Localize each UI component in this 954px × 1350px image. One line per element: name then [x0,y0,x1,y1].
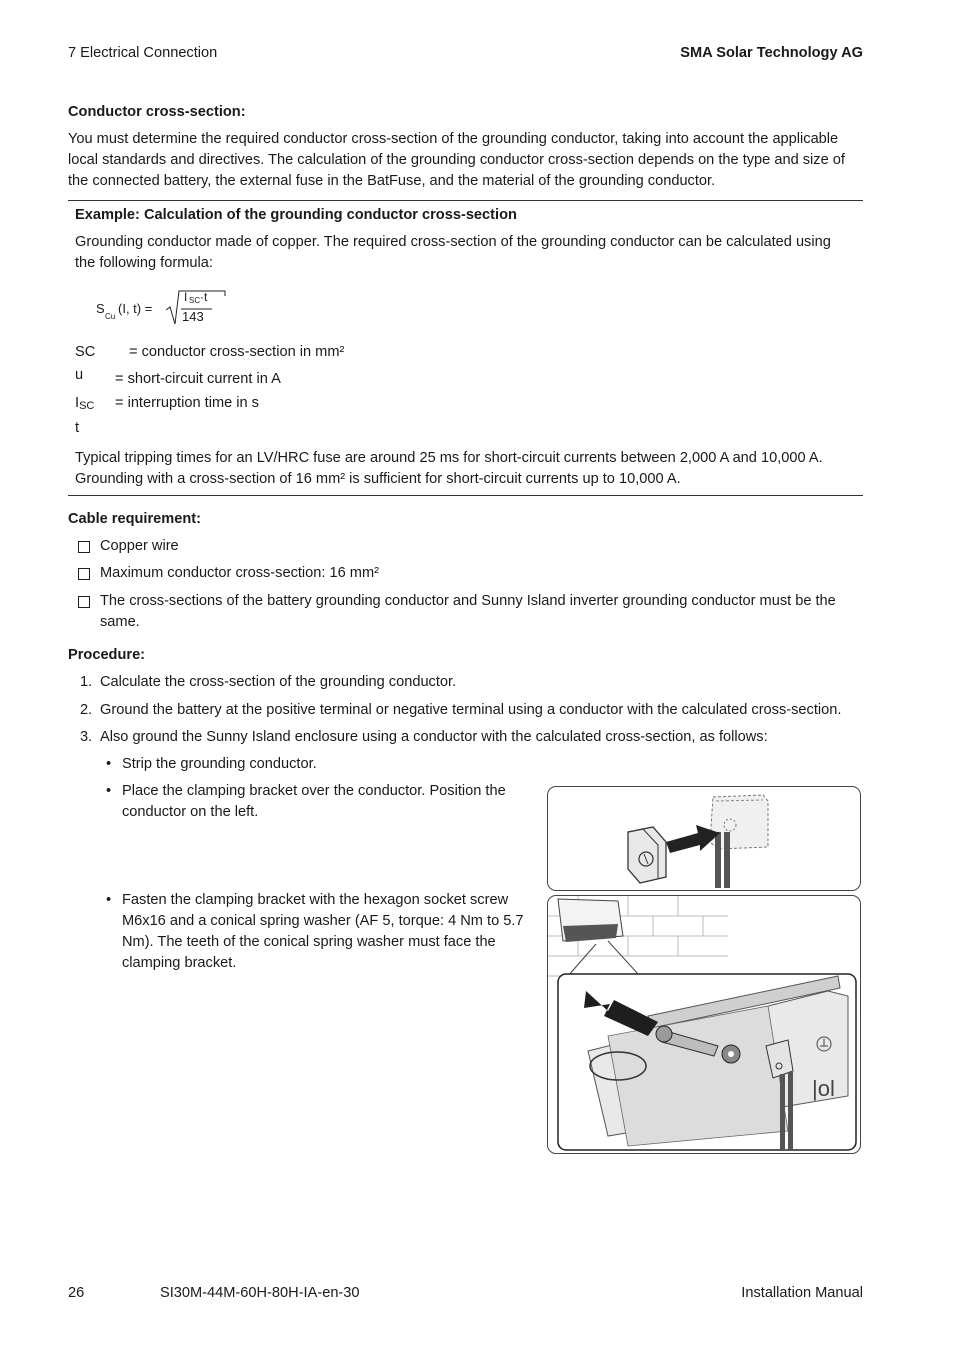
section-body-conductor [68,129,868,192]
legend-symbol [75,393,101,415]
body-line: the connected battery, the external fuse in the BatFuse, and the material of the grounding conductor. [68,173,716,189]
example-bottom-rule [68,495,863,496]
procedure-step [80,700,870,721]
step-text: Calculate the cross-section of the grounding conductor. [100,674,457,690]
substep-bullet [106,754,536,775]
example-top-rule [68,200,863,201]
example-heading: Example: Calculation of the grounding conductor cross-section [75,207,517,223]
legend-text: = interruption time in s [115,395,259,411]
body-line: the following formula: [75,255,213,271]
substep-bullet [106,890,536,974]
bullet-text: Strip the grounding conductor. [122,756,317,772]
step-text: Also ground the Sunny Island enclosure using a conductor with the calculated cross-section, as follows: [100,729,768,745]
formula-numerator: I [184,290,188,304]
body-line: Grounding conductor made of copper. The required cross-section of the grounding conductor can be calculated using [75,234,831,250]
checklist-line: same. [100,614,140,630]
section-heading-cable: Cable requirement: [68,511,201,527]
formula-denominator: 143 [182,309,204,324]
formula-numerator-tail: ·t [200,290,208,304]
section-heading-conductor: Conductor cross-section: [68,104,246,120]
legend-row [75,365,475,386]
body-line: You must determine the required conductor cross-section of the grounding conductor, taking into account the applicable [68,131,839,147]
checklist-item [78,563,868,584]
checklist-item [78,591,868,633]
legend-text: = conductor cross-section in mm² [129,344,345,360]
legend-symbol-main: I [75,395,80,411]
enclosure-grounding-drawing [548,896,860,1153]
body-line: Typical tripping times for an LV/HRC fuse are around 25 ms for short-circuit currents between 2,000 A and 10,000 A. [75,450,823,466]
checkbox-icon [78,541,90,553]
legend-row [75,393,475,414]
formula-lhs: S [96,301,105,316]
bullet-text: Fasten the clamping bracket with the hexagon socket screw M6x16 and a conical spring washer (AF 5, torque: 4 Nm to 5.7 Nm). The teeth of the conical spring washer must face the clamping bracket. [122,892,524,971]
legend-row [75,342,475,363]
page-number: 26 [68,1285,85,1301]
bullet-glyph: • [106,783,112,799]
legend-symbol: u [75,367,84,383]
bullet-text: Place the clamping bracket over the conductor. Position the conductor on the left. [122,783,506,820]
procedure-step [80,672,870,693]
formula-lhs-subscript: Cu [105,312,116,321]
checklist-text [100,591,860,633]
bullet-glyph: • [106,892,112,908]
polarity-symbol: |ol [812,1076,835,1101]
enclosure-grounding-illustration [547,895,861,1154]
body-line: local standards and directives. The calculation of the grounding conductor cross-section depends on the type and size of [68,152,845,168]
procedure-step [80,727,870,748]
section-heading-procedure: Procedure: [68,647,146,663]
legend-symbol-subscript: SC [79,400,95,412]
example-intro [75,232,860,274]
formula-args: (I, t) = [118,301,153,316]
substep-bullet [106,781,536,823]
step-text: Ground the battery at the positive terminal or negative terminal using a conductor with the calculated cross-section. [100,702,842,718]
checkbox-icon [78,596,90,608]
document-code: SI30M-44M-60H-80H-IA-en-30 [160,1285,360,1301]
manual-title: Installation Manual [741,1285,863,1301]
checklist-text: Maximum conductor cross-section: 16 mm² [100,565,379,581]
running-header-company: SMA Solar Technology AG [680,45,863,61]
step-number: 1. [80,674,93,690]
formula-numerator-subscript: SC [189,296,201,305]
checklist-text: Copper wire [100,538,179,554]
clamping-bracket-drawing [548,787,860,890]
formula [96,288,236,328]
checkbox-icon [78,568,90,580]
checklist-line: The cross-sections of the battery grounding conductor and Sunny Island inverter grounding conductor must be the [100,593,836,609]
legend-symbol: t [75,420,80,436]
legend-symbol: SC [75,344,96,360]
legend-text: = short-circuit current in A [115,371,281,387]
step-number: 3. [80,729,93,745]
bullet-glyph: • [106,756,112,772]
clamping-bracket-illustration [547,786,861,891]
example-note [75,448,860,490]
body-line: Grounding with a cross-section of 16 mm² is sufficient for short-circuit currents up to 10,000 A. [75,471,681,487]
legend-row [75,418,115,439]
running-header-chapter: 7 Electrical Connection [68,45,218,61]
step-number: 2. [80,702,93,718]
checklist-item [78,536,868,557]
